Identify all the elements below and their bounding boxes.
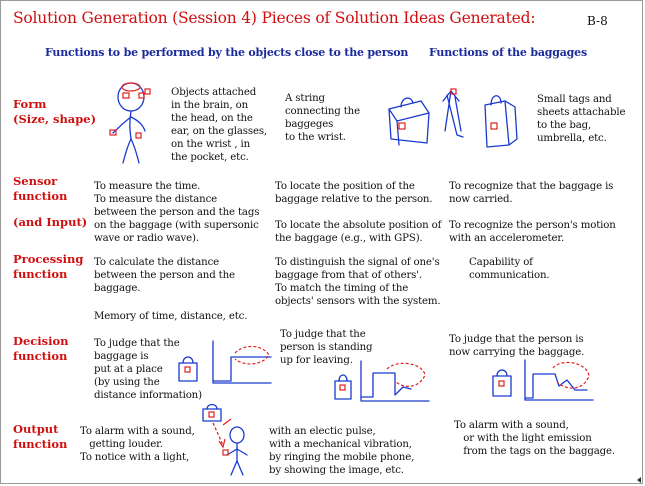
row-label-form — [13, 97, 96, 127]
person-standing-graph-sketch — [331, 359, 431, 405]
row-label-sensor-line1: Sensor — [13, 174, 58, 188]
processing-memory-text: Memory of time, distance, etc. — [94, 311, 248, 322]
decision-put-text: To judge that the baggage is put at a place (by using the distance information) — [94, 338, 202, 401]
sensor-accelerometer-text: To recognize the person's motion with an accelerometer. — [449, 220, 616, 244]
output-alarm-text: To alarm with a sound, getting louder. To notice with a light, — [80, 426, 195, 463]
sensor-relative-position-text: To locate the position of the baggage relative to the person. — [275, 181, 433, 205]
row-label-decision — [13, 334, 69, 364]
row-label-sensor-line3: (and Input) — [13, 215, 88, 229]
processing-signal-text: To distinguish the signal of one's baggage from that of others'. To match the timing of the objects' sensors with the system. — [275, 257, 441, 307]
processing-communication-text: Capability of communication. — [469, 257, 550, 281]
slide-title: Solution Generation (Session 4) Pieces of Solution Ideas Generated: — [13, 9, 536, 27]
output-pulse-text: with an electic pulse, with a mechanical vibration, by ringing the mobile phone, by showing the image, etc. — [269, 426, 415, 476]
form-person-text: Objects attached in the brain, on the head, on the ear, on the glasses, on the wrist , in the pocket, etc. — [171, 87, 267, 163]
page-number: B-8 — [587, 14, 608, 28]
column-header-person: Functions to be performed by the objects close to the person — [45, 46, 409, 59]
row-label-decision-line2: function — [13, 349, 68, 363]
row-label-form-line1: Form — [13, 97, 47, 111]
row-label-sensor — [13, 174, 87, 230]
row-label-decision-line1: Decision — [13, 334, 69, 348]
form-string-text: A string connecting the baggeges to the wrist. — [285, 93, 360, 143]
alarm-person-sketch — [197, 405, 257, 479]
output-tags-alarm-text: To alarm with a sound, or with the light emission from the tags on the baggage. — [454, 420, 616, 457]
decision-carrying-text: To judge that the person is now carrying the baggage. — [449, 334, 585, 358]
corner-marker — [637, 477, 641, 483]
row-label-output-line2: function — [13, 437, 68, 451]
bag-umbrella-tag-sketch — [385, 87, 535, 149]
column-header-baggage: Functions of the baggages — [429, 46, 587, 59]
sensor-absolute-position-text: To locate the absolute position of the baggage (e.g., with GPS). — [275, 220, 442, 244]
sensor-person-text: To measure the time. To measure the distance between the person and the tags on the baggage (with supersonic wave or radio wave). — [94, 181, 260, 244]
bag-put-graph-sketch — [175, 337, 275, 387]
form-tags-text: Small tags and sheets attachable to the bag, umbrella, etc. — [537, 94, 626, 144]
decision-standing-text: To judge that the person is standing up for leaving. — [280, 329, 373, 366]
row-label-form-line2: (Size, shape) — [13, 112, 97, 126]
row-label-processing-line1: Processing — [13, 252, 84, 266]
person-with-devices-sketch — [101, 75, 167, 167]
processing-distance-text: To calculate the distance between the person and the baggage. — [94, 257, 235, 294]
row-label-processing-line2: function — [13, 267, 68, 281]
row-label-processing — [13, 252, 83, 282]
sensor-carried-text: To recognize that the baggage is now carried. — [449, 181, 614, 205]
row-label-sensor-line2: function — [13, 189, 68, 203]
baggage-carried-graph-sketch — [489, 356, 599, 406]
row-label-output-line1: Output — [13, 422, 59, 436]
row-label-output — [13, 422, 67, 452]
